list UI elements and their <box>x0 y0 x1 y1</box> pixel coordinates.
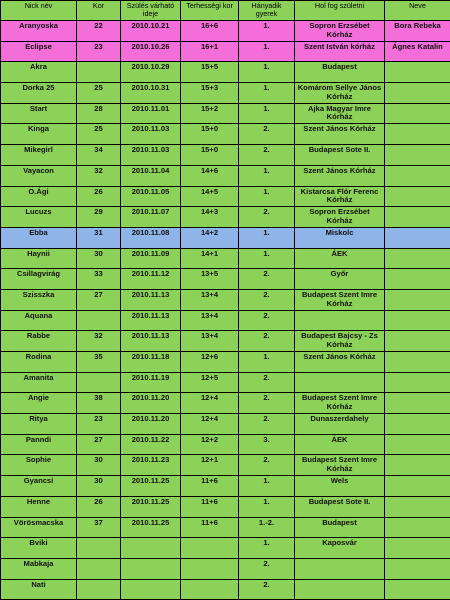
cell-neve[interactable] <box>385 207 450 228</box>
cell-terh[interactable]: 13+5 <box>181 269 239 290</box>
cell-hol[interactable]: Szent János Kórház <box>295 352 385 373</box>
cell-nick[interactable]: Mikegirl <box>1 145 77 166</box>
cell-nick[interactable]: Eclipse <box>1 41 77 62</box>
cell-neve[interactable]: Ágnes Katalin <box>385 41 450 62</box>
header-kor[interactable]: Kor <box>77 1 121 21</box>
cell-kor[interactable] <box>77 538 121 559</box>
cell-kor[interactable]: 33 <box>77 269 121 290</box>
cell-hany[interactable]: 1. <box>239 62 295 83</box>
cell-neve[interactable] <box>385 145 450 166</box>
cell-datum[interactable]: 2010.11.25 <box>121 517 181 538</box>
cell-nick[interactable]: Dorka 25 <box>1 83 77 104</box>
cell-neve[interactable] <box>385 310 450 331</box>
cell-kor[interactable]: 22 <box>77 21 121 42</box>
cell-neve[interactable] <box>385 124 450 145</box>
cell-hol[interactable]: Komárom Sellye János Kórház <box>295 83 385 104</box>
cell-nick[interactable]: Amanita <box>1 372 77 393</box>
cell-kor[interactable]: 31 <box>77 227 121 248</box>
cell-terh[interactable]: 11+6 <box>181 496 239 517</box>
cell-nick[interactable]: Ebba <box>1 227 77 248</box>
table-row <box>1 434 450 455</box>
cell-neve[interactable] <box>385 227 450 248</box>
table-row <box>1 517 450 538</box>
cell-datum[interactable] <box>121 579 181 600</box>
cell-nick[interactable]: Rodina <box>1 352 77 373</box>
cell-terh[interactable]: 16+6 <box>181 21 239 42</box>
cell-kor[interactable]: 26 <box>77 186 121 207</box>
cell-datum[interactable]: 2010.11.05 <box>121 186 181 207</box>
cell-hol[interactable]: Budapest Sote II. <box>295 145 385 166</box>
cell-hol[interactable]: Budapest Sote II. <box>295 496 385 517</box>
cell-datum[interactable]: 2010.11.19 <box>121 372 181 393</box>
cell-kor[interactable]: 25 <box>77 124 121 145</box>
cell-neve[interactable] <box>385 414 450 435</box>
cell-kor[interactable]: 25 <box>77 83 121 104</box>
cell-neve[interactable] <box>385 496 450 517</box>
header-hol[interactable]: Hol fog születni <box>295 1 385 21</box>
cell-hol[interactable]: ÁEK <box>295 248 385 269</box>
cell-neve[interactable] <box>385 269 450 290</box>
cell-nick[interactable]: Nati <box>1 579 77 600</box>
cell-hany[interactable]: 2. <box>239 455 295 476</box>
cell-hany[interactable]: 1. <box>239 496 295 517</box>
cell-hol[interactable]: Budapest Szent Imre Kórház <box>295 393 385 414</box>
table-row <box>1 579 450 600</box>
cell-datum[interactable] <box>121 538 181 559</box>
cell-hol[interactable]: Budapest Bajcsy - Zs Kórház <box>295 331 385 352</box>
cell-kor[interactable]: 28 <box>77 103 121 124</box>
cell-terh[interactable]: 12+4 <box>181 414 239 435</box>
cell-datum[interactable]: 2010.11.09 <box>121 248 181 269</box>
cell-kor[interactable]: 29 <box>77 207 121 228</box>
table-row <box>1 248 450 269</box>
cell-neve[interactable] <box>385 538 450 559</box>
cell-kor[interactable] <box>77 372 121 393</box>
cell-hol[interactable]: Sopron Erzsébet Kórház <box>295 21 385 42</box>
header-nick[interactable]: Nick név <box>1 1 77 21</box>
table-row <box>1 310 450 331</box>
table-row <box>1 103 450 124</box>
cell-neve[interactable] <box>385 62 450 83</box>
cell-kor[interactable] <box>77 62 121 83</box>
cell-terh[interactable]: 14+1 <box>181 248 239 269</box>
cell-hany[interactable]: 1. <box>239 165 295 186</box>
cell-hany[interactable]: 2. <box>239 372 295 393</box>
cell-hany[interactable]: 1.-2. <box>239 517 295 538</box>
cell-hol[interactable]: Kaposvár <box>295 538 385 559</box>
cell-kor[interactable] <box>77 579 121 600</box>
cell-kor[interactable]: 30 <box>77 248 121 269</box>
cell-datum[interactable]: 2010.11.13 <box>121 310 181 331</box>
cell-datum[interactable]: 2010.11.23 <box>121 455 181 476</box>
table-row <box>1 289 450 310</box>
cell-datum[interactable] <box>121 558 181 579</box>
cell-hol[interactable]: Sopron Erzsébet Kórház <box>295 207 385 228</box>
cell-hany[interactable]: 1. <box>239 41 295 62</box>
cell-nick[interactable]: Lucuzs <box>1 207 77 228</box>
cell-hany[interactable]: 2. <box>239 579 295 600</box>
cell-neve[interactable] <box>385 517 450 538</box>
cell-terh[interactable]: 13+4 <box>181 310 239 331</box>
cell-neve[interactable] <box>385 103 450 124</box>
cell-terh[interactable] <box>181 558 239 579</box>
table-row <box>1 372 450 393</box>
cell-kor[interactable] <box>77 558 121 579</box>
cell-kor[interactable]: 32 <box>77 331 121 352</box>
cell-hany[interactable]: 2. <box>239 289 295 310</box>
cell-hany[interactable]: 1. <box>239 21 295 42</box>
table-row <box>1 207 450 228</box>
cell-kor[interactable]: 34 <box>77 145 121 166</box>
cell-hany[interactable]: 1. <box>239 186 295 207</box>
cell-nick[interactable]: Csillagvirág <box>1 269 77 290</box>
cell-hol[interactable]: Wels <box>295 476 385 497</box>
cell-terh[interactable]: 14+6 <box>181 165 239 186</box>
cell-terh[interactable]: 12+2 <box>181 434 239 455</box>
cell-terh[interactable]: 13+4 <box>181 331 239 352</box>
cell-hol[interactable]: Miskolc <box>295 227 385 248</box>
cell-hany[interactable]: 1. <box>239 103 295 124</box>
cell-hany[interactable]: 2. <box>239 414 295 435</box>
cell-nick[interactable]: O.Ági <box>1 186 77 207</box>
cell-hany[interactable]: 1. <box>239 476 295 497</box>
table-row <box>1 496 450 517</box>
cell-nick[interactable]: Akra <box>1 62 77 83</box>
cell-hol[interactable]: Budapest <box>295 517 385 538</box>
cell-datum[interactable]: 2010.11.03 <box>121 145 181 166</box>
table-row <box>1 41 450 62</box>
cell-hany[interactable]: 3. <box>239 434 295 455</box>
cell-terh[interactable]: 14+2 <box>181 227 239 248</box>
cell-hany[interactable]: 2. <box>239 207 295 228</box>
cell-hol[interactable]: Dunaszerdahely <box>295 414 385 435</box>
cell-nick[interactable]: Rabbe <box>1 331 77 352</box>
cell-datum[interactable]: 2010.11.04 <box>121 165 181 186</box>
table-row <box>1 186 450 207</box>
cell-hany[interactable]: 2. <box>239 331 295 352</box>
cell-neve[interactable] <box>385 331 450 352</box>
cell-terh[interactable]: 15+3 <box>181 83 239 104</box>
cell-datum[interactable]: 2010.11.07 <box>121 207 181 228</box>
cell-hol[interactable]: Budapest Szent Imre Kórház <box>295 289 385 310</box>
cell-kor[interactable] <box>77 310 121 331</box>
cell-hol[interactable] <box>295 310 385 331</box>
cell-nick[interactable]: Bviki <box>1 538 77 559</box>
cell-terh[interactable]: 14+3 <box>181 207 239 228</box>
cell-neve[interactable] <box>385 579 450 600</box>
cell-terh[interactable]: 15+0 <box>181 145 239 166</box>
cell-datum[interactable]: 2010.11.13 <box>121 289 181 310</box>
cell-kor[interactable]: 38 <box>77 393 121 414</box>
cell-terh[interactable]: 16+1 <box>181 41 239 62</box>
cell-terh[interactable]: 11+6 <box>181 476 239 497</box>
cell-kor[interactable]: 37 <box>77 517 121 538</box>
cell-nick[interactable]: Aquana <box>1 310 77 331</box>
cell-nick[interactable]: Vayacon <box>1 165 77 186</box>
cell-neve[interactable] <box>385 372 450 393</box>
cell-hol[interactable]: Szent János Kórház <box>295 124 385 145</box>
table-row <box>1 455 450 476</box>
cell-kor[interactable]: 26 <box>77 496 121 517</box>
cell-nick[interactable]: Szisszka <box>1 289 77 310</box>
table-row <box>1 165 450 186</box>
cell-terh[interactable]: 12+6 <box>181 352 239 373</box>
table-row <box>1 352 450 373</box>
cell-kor[interactable]: 27 <box>77 289 121 310</box>
table-row <box>1 331 450 352</box>
cell-neve[interactable] <box>385 83 450 104</box>
cell-hany[interactable]: 2. <box>239 145 295 166</box>
cell-hany[interactable]: 2. <box>239 310 295 331</box>
cell-datum[interactable]: 2010.11.18 <box>121 352 181 373</box>
cell-neve[interactable] <box>385 165 450 186</box>
cell-neve[interactable] <box>385 352 450 373</box>
cell-neve[interactable] <box>385 434 450 455</box>
table-row <box>1 269 450 290</box>
cell-hol[interactable]: Győr <box>295 269 385 290</box>
cell-terh[interactable]: 15+0 <box>181 124 239 145</box>
cell-neve[interactable] <box>385 186 450 207</box>
table-row <box>1 414 450 435</box>
cell-nick[interactable]: Gyancsi <box>1 476 77 497</box>
cell-nick[interactable]: Start <box>1 103 77 124</box>
cell-datum[interactable]: 2010.10.29 <box>121 62 181 83</box>
cell-hol[interactable]: Budapest Szent Imre Kórház <box>295 455 385 476</box>
cell-datum[interactable]: 2010.11.08 <box>121 227 181 248</box>
cell-terh[interactable]: 11+6 <box>181 517 239 538</box>
cell-hany[interactable]: 2. <box>239 393 295 414</box>
cell-nick[interactable]: Kinga <box>1 124 77 145</box>
cell-hol[interactable] <box>295 372 385 393</box>
header-datum[interactable]: Szülés várható ideje <box>121 1 181 21</box>
header-row <box>1 1 450 21</box>
cell-nick[interactable]: Angie <box>1 393 77 414</box>
table-row <box>1 145 450 166</box>
cell-datum[interactable]: 2010.11.20 <box>121 414 181 435</box>
header-neve[interactable]: Neve <box>385 1 450 21</box>
cell-neve[interactable] <box>385 289 450 310</box>
cell-hol[interactable] <box>295 558 385 579</box>
table-row <box>1 124 450 145</box>
cell-hany[interactable]: 2. <box>239 124 295 145</box>
cell-hol[interactable]: Szent János Kórház <box>295 165 385 186</box>
cell-datum[interactable]: 2010.11.12 <box>121 269 181 290</box>
table-row <box>1 476 450 497</box>
cell-nick[interactable]: Mabkaja <box>1 558 77 579</box>
cell-hol[interactable]: Szent István kórház <box>295 41 385 62</box>
cell-nick[interactable]: Aranyoska <box>1 21 77 42</box>
table-row <box>1 393 450 414</box>
cell-terh[interactable]: 14+5 <box>181 186 239 207</box>
cell-neve[interactable]: Bora Rebeka <box>385 21 450 42</box>
cell-hany[interactable]: 2. <box>239 269 295 290</box>
cell-terh[interactable]: 15+2 <box>181 103 239 124</box>
cell-datum[interactable]: 2010.11.03 <box>121 124 181 145</box>
cell-terh[interactable]: 12+4 <box>181 393 239 414</box>
table-row <box>1 538 450 559</box>
table-row <box>1 21 450 42</box>
cell-terh[interactable] <box>181 579 239 600</box>
header-hany[interactable]: Hányadik gyerek <box>239 1 295 21</box>
cell-kor[interactable]: 23 <box>77 41 121 62</box>
cell-hany[interactable]: 2. <box>239 558 295 579</box>
cell-nick[interactable]: Sophie <box>1 455 77 476</box>
cell-kor[interactable]: 30 <box>77 476 121 497</box>
cell-datum[interactable]: 2010.11.25 <box>121 476 181 497</box>
cell-hany[interactable]: 1. <box>239 352 295 373</box>
cell-nick[interactable]: Ritya <box>1 414 77 435</box>
cell-datum[interactable]: 2010.11.22 <box>121 434 181 455</box>
header-terh[interactable]: Terhességi kor <box>181 1 239 21</box>
cell-kor[interactable]: 35 <box>77 352 121 373</box>
cell-neve[interactable] <box>385 476 450 497</box>
cell-datum[interactable]: 2010.10.31 <box>121 83 181 104</box>
cell-nick[interactable]: Panndi <box>1 434 77 455</box>
cell-datum[interactable]: 2010.11.20 <box>121 393 181 414</box>
cell-terh[interactable]: 12+5 <box>181 372 239 393</box>
table-row <box>1 558 450 579</box>
cell-terh[interactable]: 13+4 <box>181 289 239 310</box>
cell-neve[interactable] <box>385 455 450 476</box>
cell-hany[interactable]: 1. <box>239 83 295 104</box>
cell-kor[interactable]: 32 <box>77 165 121 186</box>
cell-datum[interactable]: 2010.10.21 <box>121 21 181 42</box>
cell-hany[interactable]: 1. <box>239 248 295 269</box>
cell-nick[interactable]: Vörösmacska <box>1 517 77 538</box>
cell-terh[interactable] <box>181 538 239 559</box>
cell-kor[interactable]: 23 <box>77 414 121 435</box>
cell-terh[interactable]: 12+1 <box>181 455 239 476</box>
cell-kor[interactable]: 30 <box>77 455 121 476</box>
cell-neve[interactable] <box>385 393 450 414</box>
cell-hol[interactable]: Budapest <box>295 62 385 83</box>
cell-hol[interactable]: Ajka Magyar Imre Kórház <box>295 103 385 124</box>
cell-datum[interactable]: 2010.11.13 <box>121 331 181 352</box>
cell-nick[interactable]: Henne <box>1 496 77 517</box>
cell-hol[interactable]: Kistarcsa Flór Ferenc Kórház <box>295 186 385 207</box>
cell-datum[interactable]: 2010.11.25 <box>121 496 181 517</box>
cell-kor[interactable]: 27 <box>77 434 121 455</box>
table-row <box>1 83 450 104</box>
cell-neve[interactable] <box>385 248 450 269</box>
cell-hol[interactable] <box>295 579 385 600</box>
cell-datum[interactable]: 2010.11.01 <box>121 103 181 124</box>
table-row <box>1 227 450 248</box>
cell-nick[interactable]: Haynii <box>1 248 77 269</box>
cell-datum[interactable]: 2010.10.26 <box>121 41 181 62</box>
table-row <box>1 62 450 83</box>
cell-hol[interactable]: ÁEK <box>295 434 385 455</box>
cell-hany[interactable]: 1. <box>239 538 295 559</box>
cell-neve[interactable] <box>385 558 450 579</box>
cell-hany[interactable]: 1. <box>239 227 295 248</box>
cell-terh[interactable]: 15+5 <box>181 62 239 83</box>
